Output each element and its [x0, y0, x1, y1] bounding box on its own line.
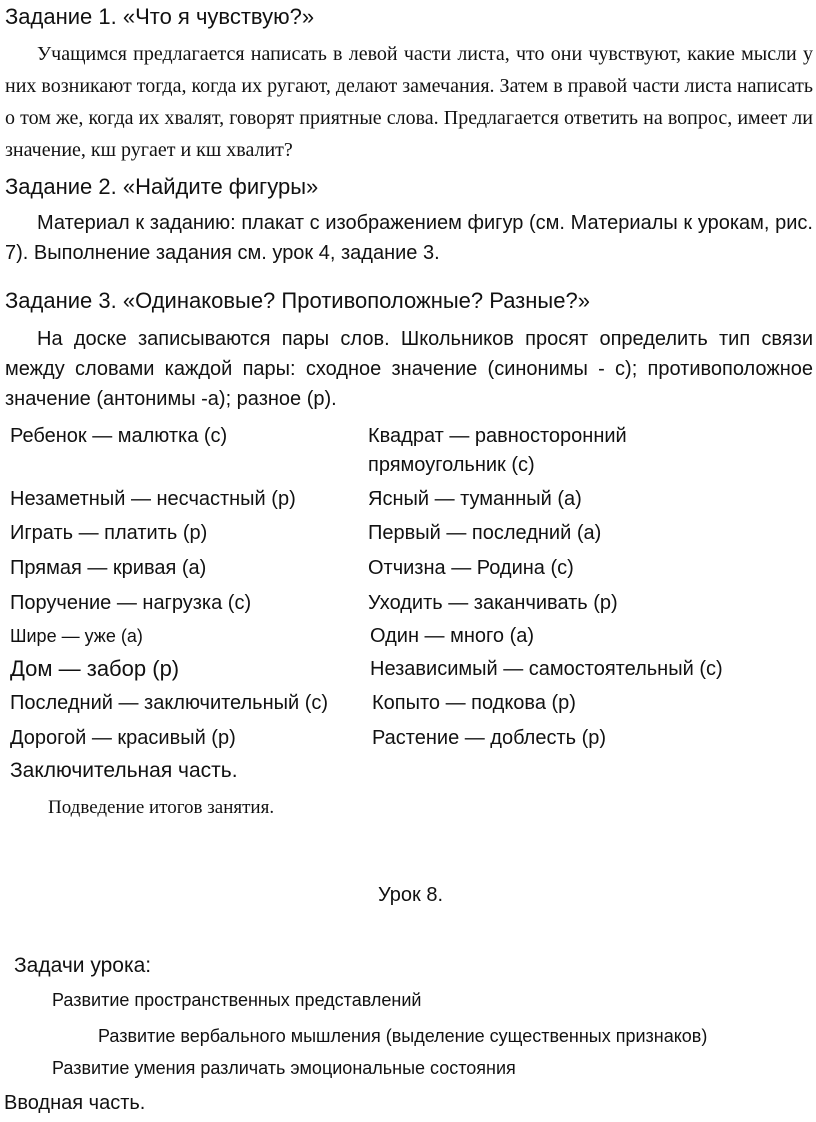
pair-right-1a: Квадрат — равносторонний [368, 425, 627, 447]
task1-body [5, 38, 813, 166]
task2-body [5, 208, 813, 268]
pair-right-3: Первый — последний (а) [368, 522, 602, 544]
goal-item-3: Развитие умения различать эмоциональные состояния [52, 1058, 516, 1078]
conclusion-heading: Заключительная часть. [10, 759, 238, 782]
pair-left-8: Последний — заключительный (с) [10, 692, 329, 714]
task3-heading: Задание 3. «Одинаковые? Противоположные? Разные?» [5, 288, 590, 313]
task1-body-text: Учащимся предлагается написать в левой части листа, что они чувствуют, какие мысли у них возникают тогда, когда их ругают, делают замечания. Затем в правой части листа написать о том же, когда их хвалят, говорят приятные слова. Предлагается ответить на вопрос, имеет ли значение, кш ругает и кш хвалит? [5, 43, 813, 161]
task1-heading: Задание 1. «Что я чувствую?» [5, 4, 315, 29]
pair-right-7: Независимый — самостоятельный (с) [370, 658, 723, 680]
goal-item-1: Развитие пространственных представлений [52, 990, 422, 1010]
task3-body-text: На доске записываются пары слов. Школьников просят определить тип связи между словами каждой пары: сходное значение (синонимы - с); противоположное значение (антонимы -а); разное (р). [5, 328, 813, 410]
pair-right-6: Один — много (а) [370, 625, 535, 647]
task2-heading: Задание 2. «Найдите фигуры» [5, 174, 319, 199]
pair-right-8: Копыто — подкова (р) [372, 692, 576, 714]
pair-left-4: Прямая — кривая (а) [10, 557, 207, 579]
goal-item-2: Развитие вербального мышления (выделение существенных признаков) [98, 1026, 708, 1046]
intro-heading: Вводная часть. [4, 1092, 146, 1114]
pair-left-5: Поручение — нагрузка (с) [10, 592, 252, 614]
pair-left-2: Незаметный — несчастный (р) [10, 488, 296, 510]
pair-left-1: Ребенок — малютка (с) [10, 425, 228, 447]
goals-heading: Задачи урока: [14, 954, 152, 977]
pair-right-4: Отчизна — Родина (с) [368, 557, 574, 579]
pair-left-7: Дом — забор (р) [10, 656, 180, 681]
pair-right-2: Ясный — туманный (а) [368, 488, 582, 510]
pair-left-6: Шире — уже (а) [10, 626, 143, 646]
conclusion-item: Подведение итогов занятия. [48, 797, 275, 818]
pair-left-3: Играть — платить (р) [10, 522, 208, 544]
pair-right-9: Растение — доблесть (р) [372, 727, 607, 749]
task3-body [5, 324, 813, 414]
lesson-title: Урок 8. [378, 884, 444, 906]
task2-body-text: Материал к заданию: плакат с изображением фигур (см. Материалы к урокам, рис. 7). Выполнение задания см. урок 4, задание 3. [5, 212, 813, 264]
pair-right-5: Уходить — заканчивать (р) [368, 592, 618, 614]
pair-left-9: Дорогой — красивый (р) [10, 727, 236, 749]
pair-right-1b: прямоугольник (с) [368, 454, 535, 476]
